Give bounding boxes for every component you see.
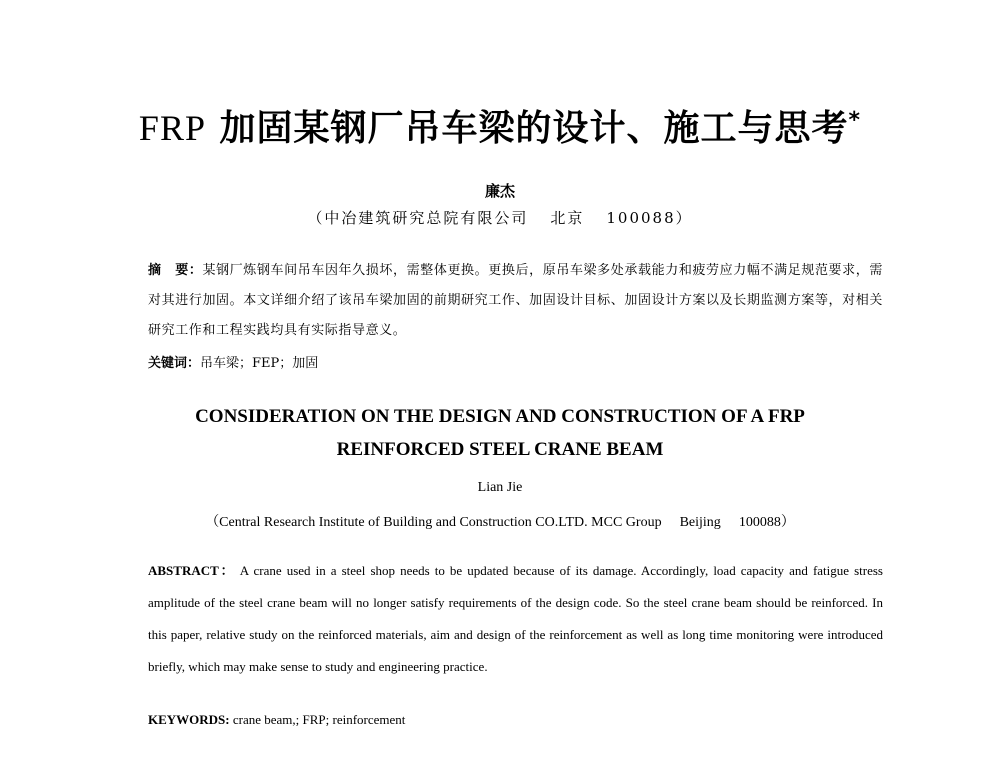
paper-title-cn bbox=[0, 100, 1000, 151]
keywords-en-label: KEYWORDS: bbox=[148, 712, 230, 727]
affiliation-cn-org: （中冶建筑研究总院有限公司 bbox=[307, 209, 529, 227]
abstract-en-label: ABSTRACT： bbox=[148, 563, 236, 578]
affiliation-en-city: Beijing bbox=[679, 515, 721, 530]
author-name-cn: 廉杰 bbox=[484, 182, 515, 200]
title-main: 加固某钢厂吊车梁的设计、施工与思考 bbox=[219, 108, 849, 149]
keywords-en-text: crane beam,; FRP; reinforcement bbox=[232, 712, 406, 727]
affiliation-en bbox=[0, 511, 1000, 531]
paper-title-en bbox=[0, 400, 1000, 466]
keywords-cn-label: 关键词： bbox=[148, 356, 201, 371]
affiliation-cn bbox=[0, 207, 1000, 228]
affiliation-en-org: （Central Research Institute of Building and Construction CO.LTD. MCC Group bbox=[205, 515, 662, 530]
affiliation-cn-postcode: 100088） bbox=[606, 209, 693, 227]
title-en-line1: CONSIDERATION ON THE DESIGN AND CONSTRUCTION OF A FRP bbox=[195, 406, 805, 427]
abstract-en-text: A crane used in a steel shop needs to be updated because of its damage. Accordingly, load capacity and fatigue stress amplitude of the steel crane beam will no longer satisfy requirements of the design code. So the steel crane beam should be reinforced. In this paper, relative study on the reinforced materials, aim and design of the reinforcement as well as long time monitoring were introduced briefly, which may make sense to study and engineering practice. bbox=[148, 563, 883, 674]
author-name-en: Lian Jie bbox=[477, 480, 523, 495]
keywords-en bbox=[148, 712, 405, 728]
abstract-cn-label: 摘 要： bbox=[148, 263, 203, 278]
title-en-line2: REINFORCED STEEL CRANE BEAM bbox=[336, 439, 664, 460]
abstract-cn-text: 某钢厂炼钢车间吊车因年久损坏，需整体更换。更换后，原吊车梁多处承载能力和疲劳应力幅不满足规范要求，需对其进行加固。本文详细介绍了该吊车梁加固的前期研究工作、加固设计目标、加固设计方案以及长期监测方案等，对相关研究工作和工程实践均具有实际指导意义。 bbox=[148, 263, 883, 338]
title-footnote-mark: * bbox=[848, 108, 862, 133]
title-prefix: FRP bbox=[138, 108, 206, 148]
abstract-en bbox=[148, 555, 883, 683]
abstract-cn bbox=[148, 256, 883, 346]
keywords-cn bbox=[148, 352, 318, 371]
affiliation-cn-city: 北京 bbox=[550, 209, 585, 227]
keywords-cn-text: 吊车梁；FEP；加固 bbox=[200, 356, 319, 371]
affiliation-en-postcode: 100088） bbox=[738, 515, 795, 530]
